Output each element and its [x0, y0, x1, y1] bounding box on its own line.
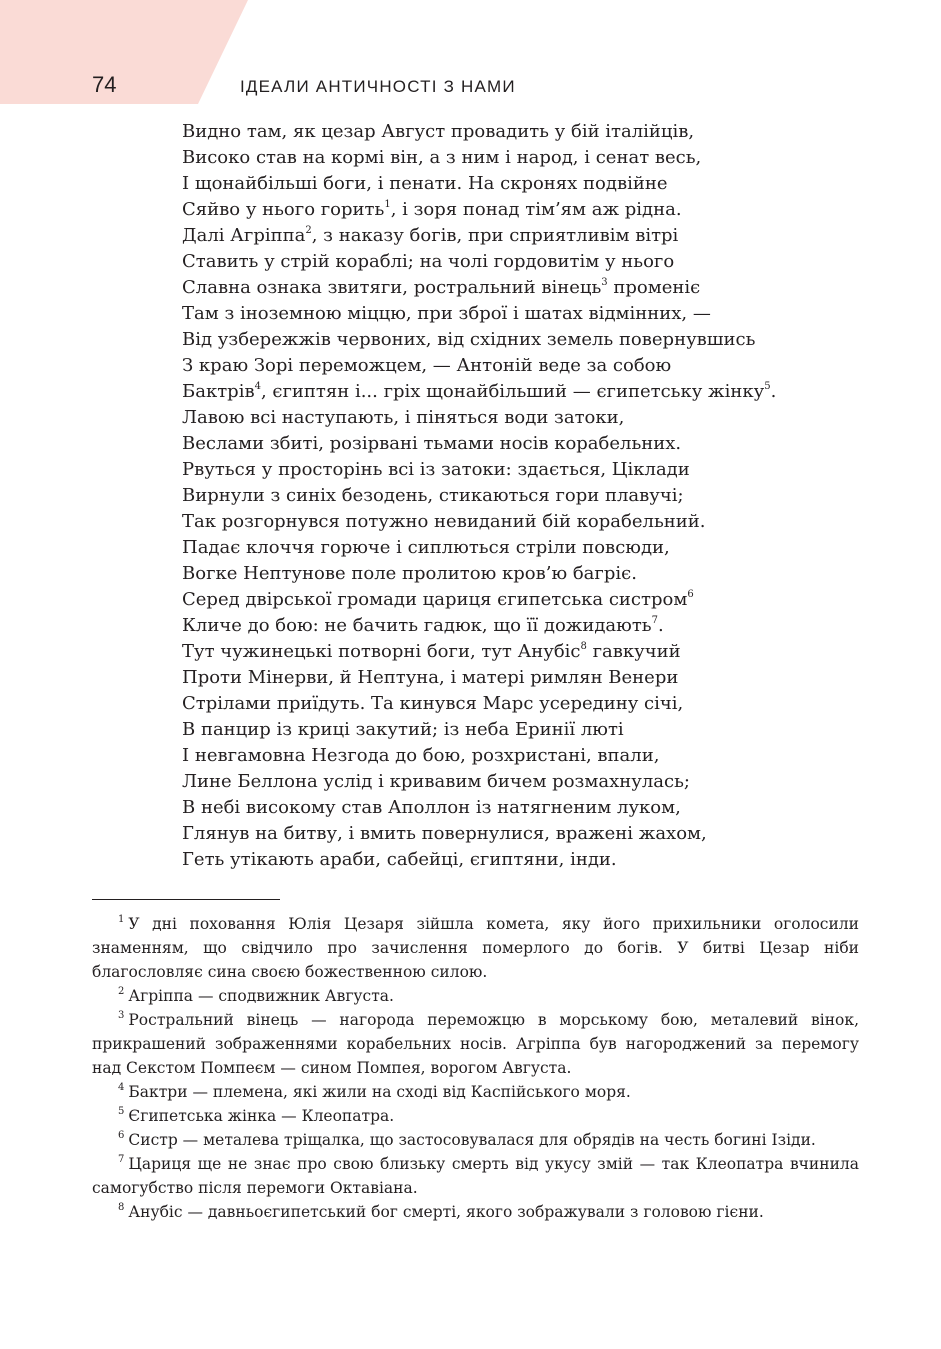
poem-line-text: .: [657, 615, 664, 636]
poem-line-text: Рвуться у просторінь всі із затоки: здається, Ціклади: [182, 459, 690, 480]
poem-line-text: Тут чужинецькі потворні боги, тут Анубіс: [182, 641, 581, 662]
poem-line: [182, 769, 882, 795]
footnote-item: [92, 1152, 859, 1200]
poem-line: [182, 509, 882, 535]
page-number: 74: [92, 72, 117, 97]
poem-line-text: Вогке Нептунове поле пролитою кров’ю багріє.: [182, 563, 637, 584]
poem-line-text: , єгиптян і... гріх щонайбільший — єгипетську жінку: [260, 381, 765, 402]
footnote-text: Систр — металева тріщалка, що застосовувалася для обрядів на честь богині Ізіди.: [128, 1131, 816, 1149]
poem-line-text: Проти Мінерви, й Нептуна, і матері римлян Венери: [182, 667, 679, 688]
poem-line: [182, 431, 882, 457]
footnote-marker: 4: [118, 1081, 125, 1093]
poem-line-text: В небі високому став Аполлон із натягненим луком,: [182, 797, 681, 818]
footnote-text: У дні поховання Юлія Цезаря зійшла комета, яку його прихильники оголосили знаменням, що свідчило про зачислення померлого до богів. У битві Цезар ніби благословляє сина своєю божественною силою.: [92, 915, 859, 981]
poem-line: [182, 665, 882, 691]
poem-line-text: Так розгорнувся потужно невиданий бій корабельний.: [182, 511, 706, 532]
poem-line-text: Славна ознака звитяги, ростральний вінець: [182, 277, 602, 298]
poem-line-text: В панцир із криці закутий; із неба Еринії люті: [182, 719, 624, 740]
footnote-item: [92, 1008, 859, 1080]
poem-line-text: Вирнули з синіх безодень, стикаються гори плавучі;: [182, 485, 684, 506]
footnote-reference: 4: [254, 381, 261, 392]
poem-line: [182, 223, 882, 249]
footnote-text: Цариця ще не знає про свою близьку смерть від укусу змій — так Клеопатра вчинила самогубство після перемоги Октавіана.: [92, 1155, 859, 1197]
poem-line-text: Там з іноземною міццю, при зброї і шатах відмінних, —: [182, 303, 711, 324]
poem-line-text: Веслами збиті, розірвані тьмами носів корабельних.: [182, 433, 682, 454]
footnote-marker: 8: [118, 1201, 125, 1213]
poem-text: [182, 119, 882, 873]
poem-line-text: Серед двірської громади цариця єгипетська систром: [182, 589, 688, 610]
footnote-text: Єгипетська жінка — Клеопатра.: [128, 1107, 395, 1125]
running-head: ІДЕАЛИ АНТИЧНОСТІ З НАМИ: [240, 77, 516, 96]
poem-line: [182, 145, 882, 171]
poem-line-text: .: [770, 381, 777, 402]
poem-line-text: , з наказу богів, при сприятливім вітрі: [311, 225, 679, 246]
poem-line: [182, 535, 882, 561]
poem-line-text: гавкучий: [586, 641, 681, 662]
footnote-marker: 6: [118, 1129, 125, 1141]
poem-line: [182, 249, 882, 275]
poem-line-text: Видно там, як цезар Август провадить у бій італійців,: [182, 121, 695, 142]
poem-line-text: Ставить у стрій кораблі; на чолі гордовитім у нього: [182, 251, 675, 272]
poem-line: [182, 197, 882, 223]
poem-line: [182, 587, 882, 613]
poem-line-text: І щонайбільші боги, і пенати. На скронях подвійне: [182, 173, 668, 194]
footnote-reference: 5: [764, 381, 771, 392]
poem-line: [182, 613, 882, 639]
poem-line-text: Глянув на битву, і вмить повернулися, вражені жахом,: [182, 823, 707, 844]
poem-line: [182, 327, 882, 353]
footnote-item: [92, 1080, 859, 1104]
poem-line-text: З краю Зорі переможцем, — Антоній веде за собою: [182, 355, 672, 376]
poem-line-text: Високо став на кормі він, а з ним і народ, і сенат весь,: [182, 147, 702, 168]
poem-line: [182, 717, 882, 743]
poem-line: [182, 795, 882, 821]
poem-line-text: І невгамовна Незгода до бою, розхристані, впали,: [182, 745, 660, 766]
poem-line-text: Лине Беллона услід і кривавим бичем розмахнулась;: [182, 771, 690, 792]
poem-line: [182, 171, 882, 197]
poem-line-text: Падає клоччя горюче і сиплються стріли повсюди,: [182, 537, 670, 558]
footnote-text: Агріппа — сподвижник Августа.: [128, 987, 394, 1005]
footnote-marker: 7: [118, 1153, 125, 1165]
poem-line: [182, 691, 882, 717]
poem-line-text: Геть утікають араби, сабейці, єгиптяни, інди.: [182, 849, 617, 870]
footnote-item: [92, 1200, 859, 1224]
footnote-reference: 3: [601, 277, 608, 288]
poem-line-text: , і зоря понад тім’ям аж рідна.: [390, 199, 682, 220]
footnote-reference: 8: [580, 641, 587, 652]
poem-line-text: Бактрів: [182, 381, 255, 402]
footnote-marker: 5: [118, 1105, 125, 1117]
poem-line: [182, 561, 882, 587]
poem-line-text: променіє: [607, 277, 701, 298]
poem-line: [182, 405, 882, 431]
footnote-reference: 6: [687, 589, 694, 600]
footnote-item: [92, 1128, 859, 1152]
poem-line-text: Далі Агріппа: [182, 225, 306, 246]
poem-line: [182, 275, 882, 301]
footnote-reference: 7: [651, 615, 658, 626]
poem-line: [182, 119, 882, 145]
poem-line-text: Стрілами приїдуть. Та кинувся Марс усередину січі,: [182, 693, 684, 714]
footnote-marker: 3: [118, 1009, 125, 1021]
poem-line: [182, 379, 882, 405]
footnote-text: Бактри — племена, які жили на сході від Каспійського моря.: [128, 1083, 631, 1101]
poem-line: [182, 847, 882, 873]
poem-line: [182, 457, 882, 483]
footnote-item: [92, 1104, 859, 1128]
footnote-text: Ростральний вінець — нагорода переможцю в морському бою, металевий вінок, прикрашений зображеннями корабельних носів. Агріппа був нагороджений за перемогу над Секстом Помпеєм — сином Помпея, ворогом Августа.: [92, 1011, 859, 1077]
poem-line-text: Лавою всі наступають, і піняться води затоки,: [182, 407, 625, 428]
poem-line: [182, 743, 882, 769]
footnote-reference: 2: [305, 225, 312, 236]
footnote-item: [92, 984, 859, 1008]
footnote-item: [92, 912, 859, 984]
poem-line: [182, 353, 882, 379]
poem-line-text: Кличе до бою: не бачить гадюк, що її дожидають: [182, 615, 652, 636]
footnote-marker: 1: [118, 913, 125, 925]
poem-line: [182, 301, 882, 327]
poem-line-text: Сяйво у нього горить: [182, 199, 385, 220]
poem-line: [182, 639, 882, 665]
footnote-marker: 2: [118, 985, 125, 997]
poem-line-text: Від узбережжів червоних, від східних земель повернувшись: [182, 329, 756, 350]
footnote-text: Анубіс — давньоєгипетський бог смерті, якого зображували з головою гієни.: [128, 1203, 764, 1221]
footnotes: [92, 912, 859, 1224]
poem-line: [182, 483, 882, 509]
poem-line: [182, 821, 882, 847]
footnote-separator: [92, 899, 280, 900]
footnote-reference: 1: [384, 199, 391, 210]
